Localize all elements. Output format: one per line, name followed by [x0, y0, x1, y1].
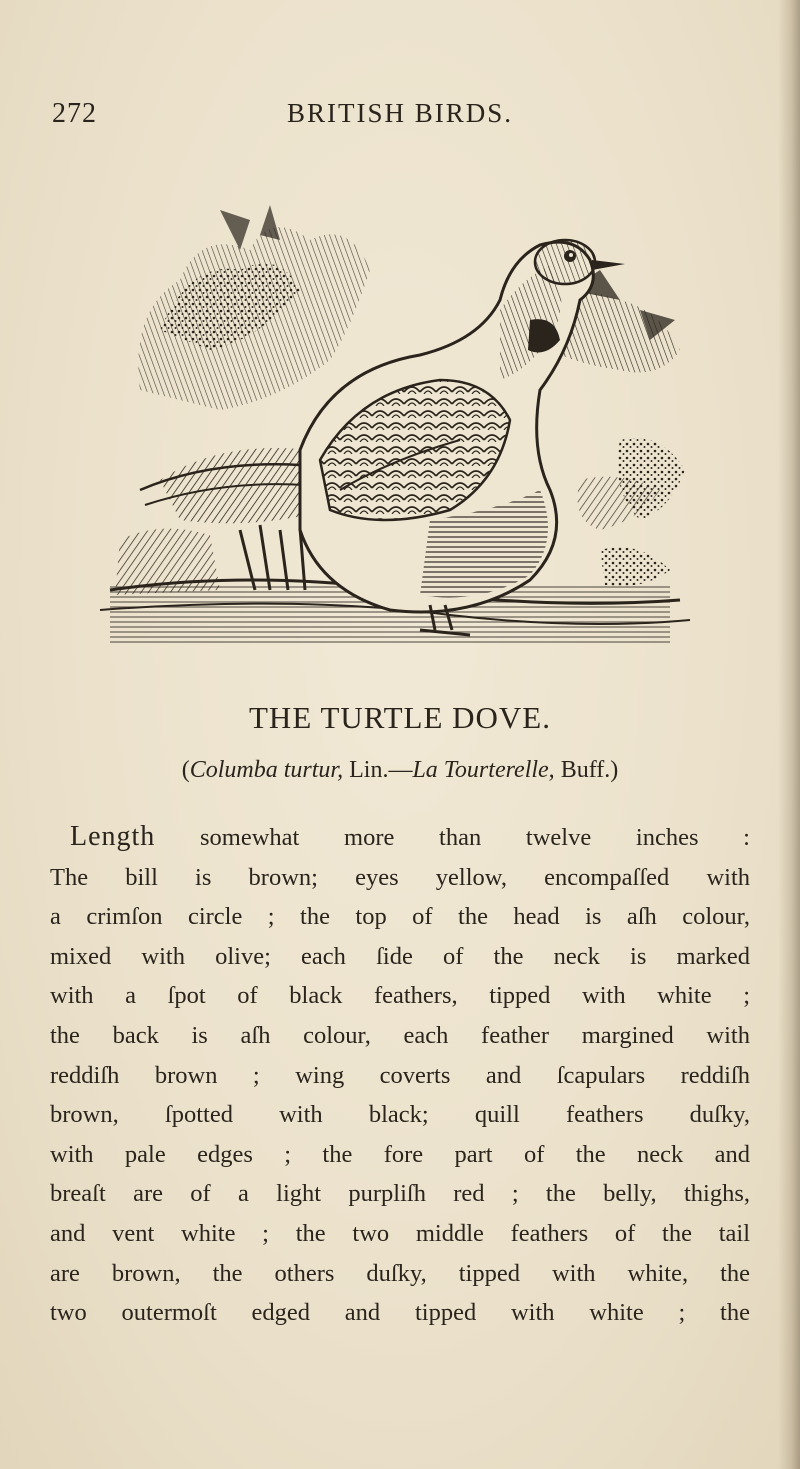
synonymy-author: Lin.— — [343, 757, 413, 783]
text-line: two outermoſt edged and tipped with white ; the — [50, 1299, 750, 1327]
synonymy-source: Buff.) — [554, 757, 619, 783]
page-number: 272 — [52, 98, 97, 129]
text-line: mixed with olive; each ſide of the neck is marked — [50, 942, 750, 970]
synonymy-french-name: La Tourterelle, — [412, 757, 555, 783]
text-line: Length somewhat more than twelve inches : — [70, 821, 750, 852]
text-line: a crimſon circle ; the top of the head is aſh colour, — [50, 903, 750, 931]
synonymy-line — [0, 757, 800, 784]
text-line: and vent white ; the two middle feathers of the tail — [50, 1219, 750, 1247]
page-header — [0, 98, 800, 138]
text-line: brown, ſpotted with black; quill feathers duſky, — [50, 1101, 750, 1129]
running-head: BRITISH BIRDS. — [286, 98, 514, 128]
text-line: with pale edges ; the fore part of the neck and — [50, 1140, 750, 1168]
synonymy-open: ( — [181, 757, 190, 783]
text-line: are brown, the others duſky, tipped with white, the — [50, 1259, 750, 1287]
text-line: reddiſh brown ; wing coverts and ſcapulars reddiſh — [50, 1061, 750, 1089]
text-line: the back is aſh colour, each feather margined with — [50, 1021, 750, 1049]
description-text — [50, 817, 750, 1333]
text-line: with a ſpot of black feathers, tipped with white ; — [50, 982, 750, 1010]
turtle-dove-engraving — [100, 190, 690, 680]
lead-word: Length — [70, 821, 156, 852]
synonymy-latin-name: Columba turtur, — [189, 757, 344, 783]
text-line: breaſt are of a light purpliſh red ; the belly, thighs, — [50, 1180, 750, 1208]
text-line: The bill is brown; eyes yellow, encompaſſed with — [50, 863, 750, 891]
plate-title: THE TURTLE DOVE. — [249, 700, 551, 735]
